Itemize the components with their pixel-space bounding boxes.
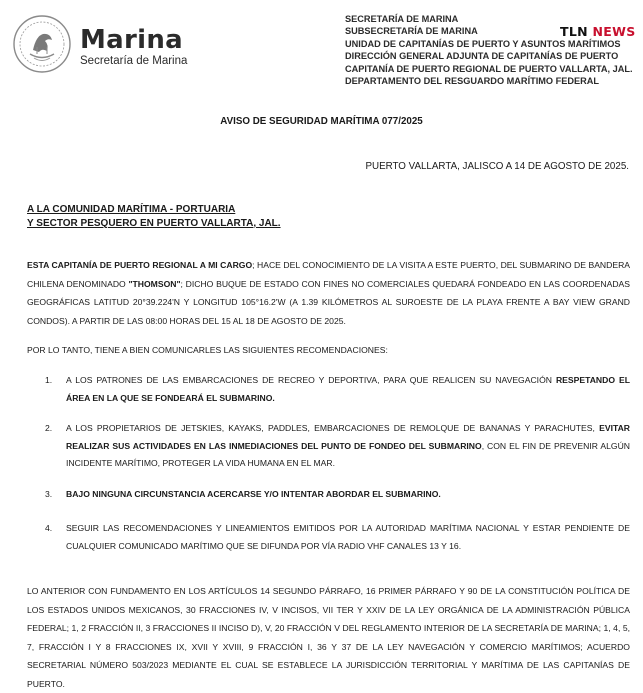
item-number: 4. (45, 523, 53, 533)
item-bold-text: BAJO NINGUNA CIRCUNSTANCIA ACERCARSE Y/O INTENTAR ABORDAR EL SUBMARINO. (66, 489, 441, 499)
watermark-tln: TLN (560, 24, 588, 39)
recommendation-item (45, 486, 630, 504)
addressee-line: Y SECTOR PESQUERO EN PUERTO VALLARTA, JAL. (27, 217, 281, 229)
item-bold-text: EVITAR REALIZAR SUS ACTIVIDADES EN LAS INMEDIACIONES DEL PUNTO DE FONDEO DEL SUBMARINO (66, 423, 630, 451)
paragraph-legal-basis: LO ANTERIOR CON FUNDAMENTO EN LOS ARTÍCULOS 14 SEGUNDO PÁRRAFO, 16 PRIMER PÁRRAFO Y 90 DE LA CONSTITUCIÓN POLÍTICA DE LOS ESTADOS UNIDOS MEXICANOS, 30 FRACCIONES IV, V INCISOS, VII TER Y XXIV DE LA LEY ORGÁNICA DE LA ADMINISTRACIÓN PÚBLICA FEDERAL; 1, 2 FRACCIÓN II, 3 FRACCIONES II INCISO D), V, 20 FRACCIÓN V DEL REGLAMENTO INTERIOR DE LA SECRETARÍA DE MARINA; 1, 4, 5, 7, FRACCIÓN I Y 8 FRACCIONES IX, XVII Y XVIII, 9 FRACCIÓN I, 36 Y 37 DE LA LEY NAVEGACIÓN Y COMERCIO MARÍTIMOS; ACUERDO SECRETARIAL NÚMERO 503/2023 MEDIANTE EL CUAL SE ESTABLECE LA JURISDICCIÓN TERRITORIAL Y MARÍTIMA DE LAS CAPITANÍAS DE PUERTO. (27, 586, 630, 689)
org-line: UNIDAD DE CAPITANÍAS DE PUERTO Y ASUNTOS MARÍTIMOS (345, 38, 621, 49)
notice-text-cont: ; DICHO BUQUE DE ESTADO CON FINES NO COMERCIALES QUEDARÁ FONDEADO EN LAS COORDENADAS GEOGRÁFICAS LATITUD 20°39.224'N Y LONGITUD 105°16.2'W (A 1.39 KILÓMETROS AL SUROESTE DE LA PLAYA FRENTE A BAY VIEW GRAND CONDOS). A PARTIR DE LAS 08:00 HORAS DEL 15 AL 18 DE AGOSTO DE 2025. (27, 278, 630, 326)
dateline: PUERTO VALLARTA, JALISCO A 14 DE AGOSTO DE 2025. (365, 161, 629, 172)
item-number: 1. (45, 375, 53, 385)
item-number: 3. (45, 489, 53, 499)
item-text: A LOS PATRONES DE LAS EMBARCACIONES DE RECREO Y DEPORTIVA, PARA QUE REALICEN SU NAVEGACIÓN (66, 375, 556, 385)
brand-name: Marina (80, 25, 184, 55)
item-bold-text: RESPETANDO EL ÁREA EN LA QUE SE FONDEARÁ EL SUBMARINO. (66, 375, 630, 403)
notice-lead: ESTA CAPITANÍA DE PUERTO REGIONAL A MI CARGO (27, 260, 253, 270)
recommendation-item (45, 372, 630, 407)
recommendation-item (45, 520, 630, 555)
brand-block (80, 26, 187, 68)
tln-news-watermark (560, 24, 636, 39)
org-line: SUBSECRETARÍA DE MARINA (345, 26, 478, 37)
addressee (27, 203, 281, 230)
org-line: DIRECCIÓN GENERAL ADJUNTA DE CAPITANÍAS DE PUERTO (345, 51, 619, 62)
org-line: CAPITANÍA DE PUERTO REGIONAL DE PUERTO VALLARTA, JAL. (345, 63, 633, 74)
addressee-line: A LA COMUNIDAD MARÍTIMA - PORTUARIA (27, 204, 236, 215)
org-line: SECRETARÍA DE MARINA (345, 14, 459, 24)
item-text: A LOS PROPIETARIOS DE JETSKIES, KAYAKS, PADDLES, EMBARCACIONES DE REMOLQUE DE BANANAS Y PARACHUTES, (66, 423, 600, 433)
watermark-news: NEWS (592, 24, 636, 39)
item-text-cont: , CON EL FIN DE PREVENIR ALGÚN INCIDENTE MARÍTIMO, PROTEGER LA VIDA HUMANA EN EL MAR. (66, 440, 630, 468)
document-title: AVISO DE SEGURIDAD MARÍTIMA 077/2025 (220, 116, 423, 127)
item-number: 2. (45, 423, 53, 433)
org-line: DEPARTAMENTO DEL RESGUARDO MARÍTIMO FEDERAL (345, 76, 600, 87)
national-seal-icon (12, 14, 72, 74)
recommendation-item (45, 420, 630, 473)
paragraph-notice (27, 256, 630, 330)
submarine-name: "THOMSON" (128, 278, 181, 289)
brand-subtitle: Secretaría de Marina (80, 55, 188, 67)
paragraph-recommendations-intro: POR LO TANTO, TIENE A BIEN COMUNICARLES LAS SIGUIENTES RECOMENDACIONES: (27, 345, 388, 355)
item-text: SEGUIR LAS RECOMENDACIONES Y LINEAMIENTOS EMITIDOS POR LA AUTORIDAD MARÍTIMA NACIONAL Y ESTAR PENDIENTE DE CUALQUIER COMUNICADO MARÍTIMO QUE SE DIFUNDA POR VÍA RADIO VHF CANALES 13 Y 16. (66, 523, 630, 551)
notice-text: ; HACE DEL CONOCIMIENTO DE LA VISITA A ESTE PUERTO, DEL SUBMARINO DE BANDERA CHILENA DENOMINADO (27, 260, 631, 289)
